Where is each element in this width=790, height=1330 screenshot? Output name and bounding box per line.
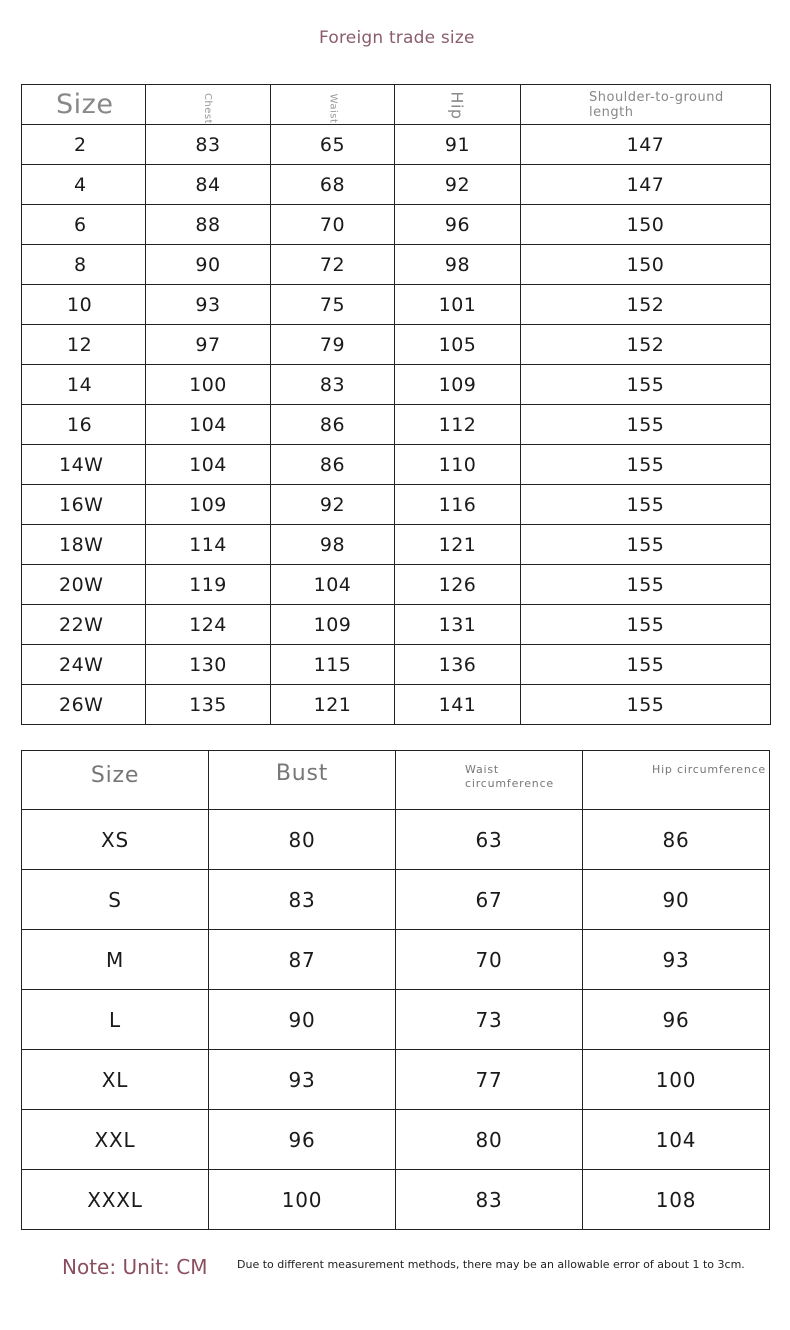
- cell-size: 8: [22, 245, 146, 285]
- table-row: [22, 485, 771, 525]
- cell-size: XXXL: [22, 1170, 209, 1230]
- table-row: [22, 325, 771, 365]
- header-shoulder-to-ground-length: Shoulder-to-ground length: [521, 85, 771, 125]
- table-row: [22, 245, 771, 285]
- cell-length: 152: [521, 325, 771, 365]
- cell-waist: 109: [271, 605, 395, 645]
- cell-size: 2: [22, 125, 146, 165]
- cell-waist: 70: [396, 930, 583, 990]
- cell-length: 155: [521, 605, 771, 645]
- cell-hip: 90: [583, 870, 770, 930]
- header-bust: Bust: [209, 751, 396, 810]
- cell-chest: 83: [146, 125, 271, 165]
- cell-chest: 119: [146, 565, 271, 605]
- cell-waist: 77: [396, 1050, 583, 1110]
- cell-chest: 88: [146, 205, 271, 245]
- cell-hip: 121: [395, 525, 521, 565]
- table-row: [22, 1050, 770, 1110]
- cell-hip: 96: [395, 205, 521, 245]
- cell-hip: 86: [583, 810, 770, 870]
- cell-hip: 101: [395, 285, 521, 325]
- table-row: [22, 605, 771, 645]
- cell-hip: 104: [583, 1110, 770, 1170]
- cell-waist: 70: [271, 205, 395, 245]
- note-text: Due to different measurement methods, there may be an allowable error of about 1 to 3cm.: [237, 1258, 745, 1271]
- cell-bust: 93: [209, 1050, 396, 1110]
- cell-waist: 63: [396, 810, 583, 870]
- cell-chest: 93: [146, 285, 271, 325]
- cell-size: 6: [22, 205, 146, 245]
- cell-hip: 126: [395, 565, 521, 605]
- cell-length: 155: [521, 525, 771, 565]
- table-row: [22, 1170, 770, 1230]
- cell-bust: 96: [209, 1110, 396, 1170]
- cell-size: M: [22, 930, 209, 990]
- cell-chest: 104: [146, 405, 271, 445]
- cell-bust: 87: [209, 930, 396, 990]
- cell-hip: 92: [395, 165, 521, 205]
- cell-waist: 73: [396, 990, 583, 1050]
- cell-size: XXL: [22, 1110, 209, 1170]
- cell-waist: 75: [271, 285, 395, 325]
- table-header-row: [22, 751, 770, 810]
- cell-length: 155: [521, 445, 771, 485]
- header-waist: Waist: [271, 85, 395, 125]
- cell-chest: 114: [146, 525, 271, 565]
- cell-chest: 109: [146, 485, 271, 525]
- cell-size: 26W: [22, 685, 146, 725]
- cell-length: 155: [521, 485, 771, 525]
- cell-chest: 104: [146, 445, 271, 485]
- cell-length: 155: [521, 405, 771, 445]
- header-waist-circumference: Waist circumference: [396, 751, 583, 810]
- table-row: [22, 525, 771, 565]
- table-row: [22, 870, 770, 930]
- cell-chest: 97: [146, 325, 271, 365]
- cell-waist: 115: [271, 645, 395, 685]
- cell-size: 10: [22, 285, 146, 325]
- cell-length: 155: [521, 645, 771, 685]
- cell-waist: 72: [271, 245, 395, 285]
- cell-waist: 121: [271, 685, 395, 725]
- page-title: Foreign trade size: [319, 28, 475, 48]
- cell-waist: 92: [271, 485, 395, 525]
- cell-chest: 130: [146, 645, 271, 685]
- table-row: [22, 165, 771, 205]
- cell-hip: 98: [395, 245, 521, 285]
- header-chest: Chest: [146, 85, 271, 125]
- table-row: [22, 285, 771, 325]
- table-row: [22, 125, 771, 165]
- cell-waist: 98: [271, 525, 395, 565]
- cell-size: XL: [22, 1050, 209, 1110]
- cell-waist: 86: [271, 405, 395, 445]
- cell-length: 155: [521, 565, 771, 605]
- cell-hip: 91: [395, 125, 521, 165]
- size-table-letter: [21, 750, 770, 1230]
- cell-size: 22W: [22, 605, 146, 645]
- table-row: [22, 405, 771, 445]
- table-row: [22, 810, 770, 870]
- cell-hip: 105: [395, 325, 521, 365]
- table-row: [22, 205, 771, 245]
- table-row: [22, 1110, 770, 1170]
- cell-waist: 104: [271, 565, 395, 605]
- cell-chest: 135: [146, 685, 271, 725]
- cell-waist: 79: [271, 325, 395, 365]
- cell-hip: 141: [395, 685, 521, 725]
- cell-hip: 109: [395, 365, 521, 405]
- cell-bust: 100: [209, 1170, 396, 1230]
- cell-size: L: [22, 990, 209, 1050]
- cell-hip: 116: [395, 485, 521, 525]
- table-row: [22, 565, 771, 605]
- cell-length: 147: [521, 165, 771, 205]
- cell-size: XS: [22, 810, 209, 870]
- header-hip: Hip: [395, 85, 521, 125]
- cell-length: 147: [521, 125, 771, 165]
- cell-size: 16W: [22, 485, 146, 525]
- cell-size: 20W: [22, 565, 146, 605]
- cell-hip: 136: [395, 645, 521, 685]
- cell-chest: 124: [146, 605, 271, 645]
- cell-hip: 100: [583, 1050, 770, 1110]
- cell-waist: 65: [271, 125, 395, 165]
- table-header-row: [22, 85, 771, 125]
- cell-size: 16: [22, 405, 146, 445]
- cell-hip: 131: [395, 605, 521, 645]
- header-size: Size: [22, 751, 209, 810]
- cell-size: 14: [22, 365, 146, 405]
- table-row: [22, 645, 771, 685]
- cell-chest: 90: [146, 245, 271, 285]
- cell-hip: 108: [583, 1170, 770, 1230]
- cell-hip: 110: [395, 445, 521, 485]
- cell-hip: 96: [583, 990, 770, 1050]
- table-row: [22, 930, 770, 990]
- cell-waist: 83: [271, 365, 395, 405]
- note-label: Note: Unit: CM: [62, 1255, 208, 1279]
- header-size: Size: [22, 85, 146, 125]
- cell-length: 152: [521, 285, 771, 325]
- cell-size: 18W: [22, 525, 146, 565]
- header-hip-circumference: Hip circumference: [583, 751, 770, 810]
- cell-waist: 68: [271, 165, 395, 205]
- cell-length: 150: [521, 245, 771, 285]
- cell-waist: 83: [396, 1170, 583, 1230]
- cell-waist: 86: [271, 445, 395, 485]
- cell-waist: 67: [396, 870, 583, 930]
- cell-chest: 84: [146, 165, 271, 205]
- table-row: [22, 685, 771, 725]
- cell-hip: 93: [583, 930, 770, 990]
- size-table-numeric: [21, 84, 771, 725]
- cell-hip: 112: [395, 405, 521, 445]
- cell-size: 12: [22, 325, 146, 365]
- cell-size: 24W: [22, 645, 146, 685]
- cell-bust: 83: [209, 870, 396, 930]
- cell-chest: 100: [146, 365, 271, 405]
- cell-length: 155: [521, 685, 771, 725]
- cell-size: S: [22, 870, 209, 930]
- table-row: [22, 445, 771, 485]
- cell-bust: 80: [209, 810, 396, 870]
- cell-size: 4: [22, 165, 146, 205]
- cell-waist: 80: [396, 1110, 583, 1170]
- cell-size: 14W: [22, 445, 146, 485]
- table-row: [22, 990, 770, 1050]
- cell-length: 150: [521, 205, 771, 245]
- table-row: [22, 365, 771, 405]
- cell-bust: 90: [209, 990, 396, 1050]
- cell-length: 155: [521, 365, 771, 405]
